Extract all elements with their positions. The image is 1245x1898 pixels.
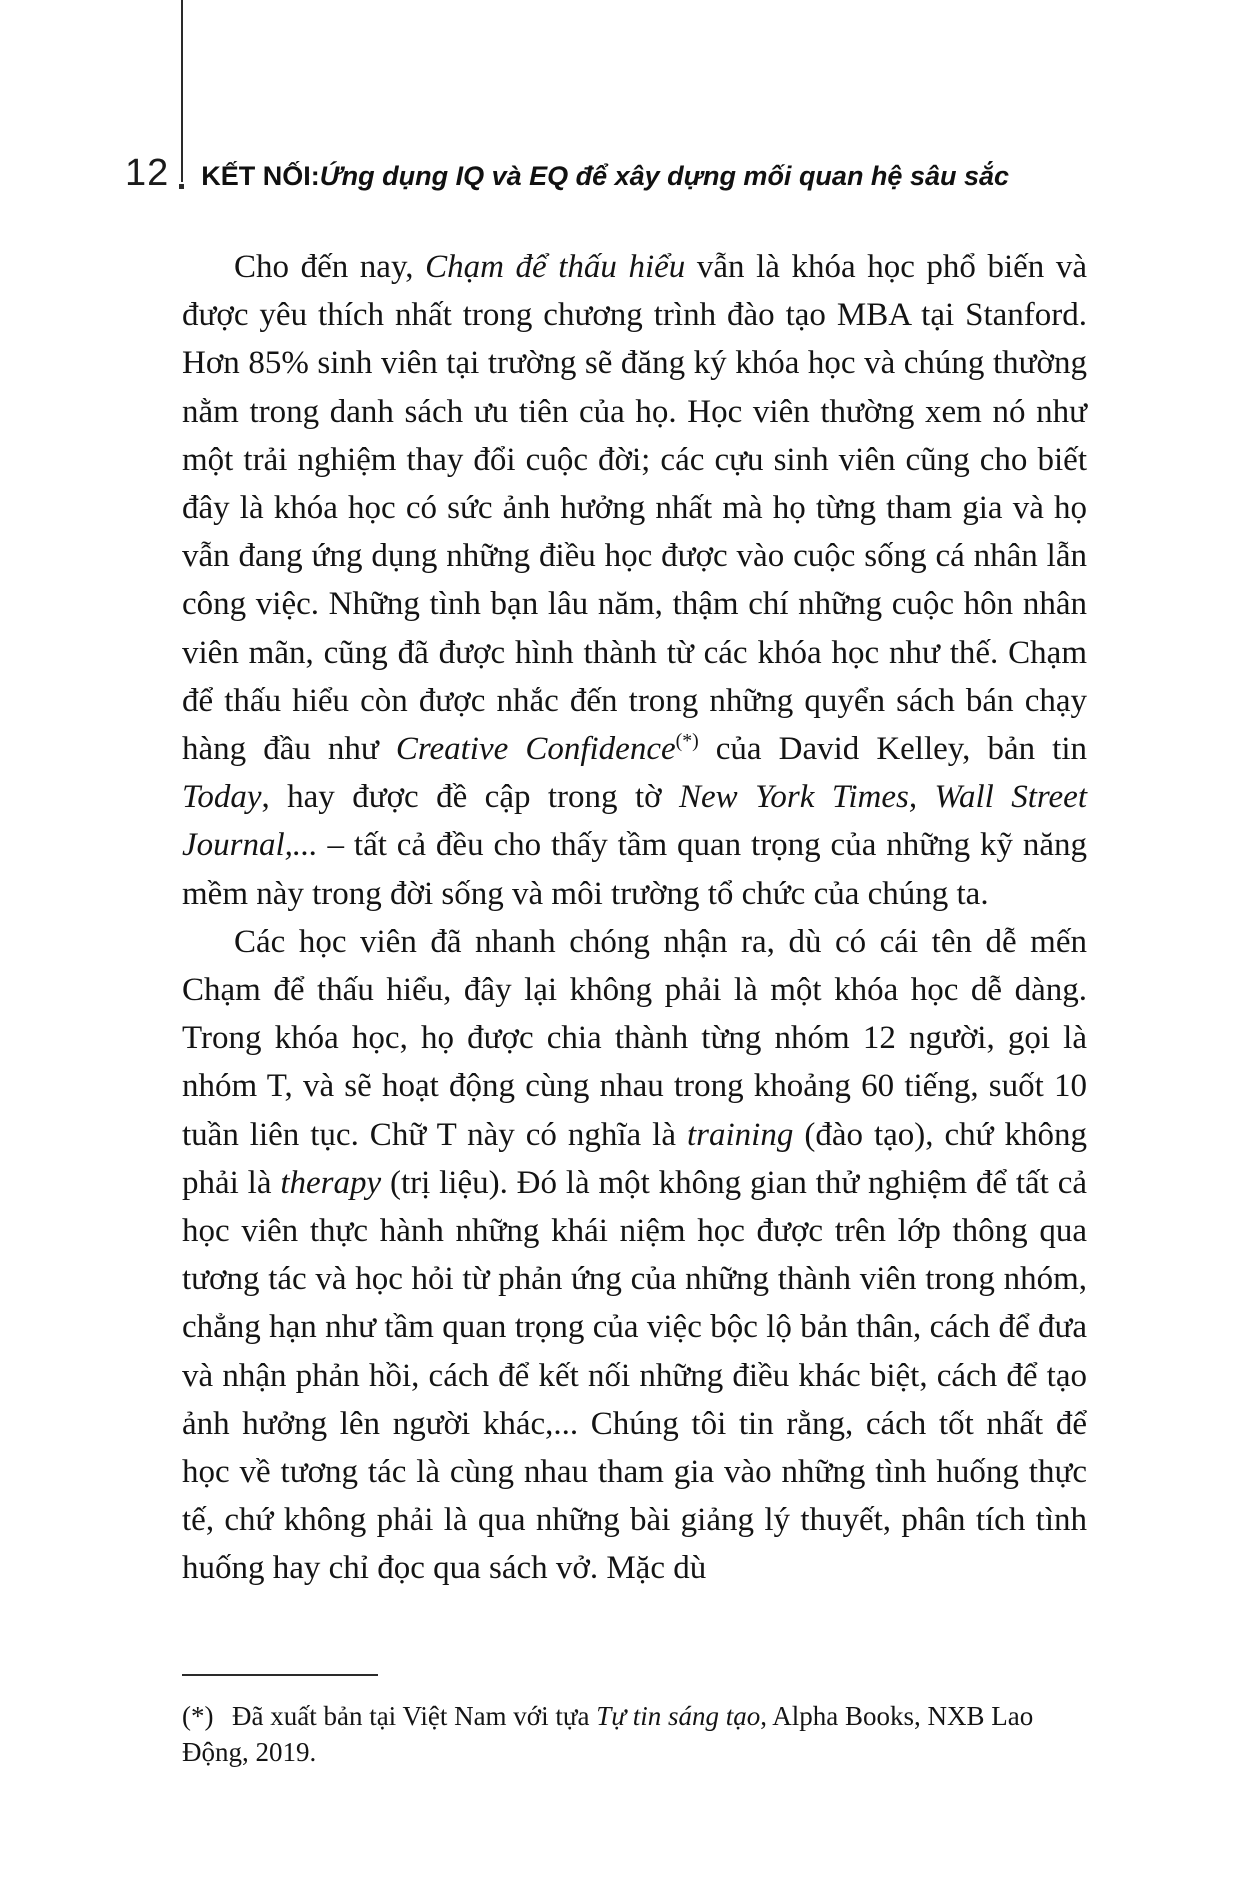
book-title-bold: KẾT NỐI: bbox=[201, 161, 320, 191]
running-header bbox=[125, 152, 1009, 195]
book-title-italic: Ứng dụng IQ và EQ để xây dựng mối quan hệ sâu sắc bbox=[319, 161, 1010, 191]
footnote bbox=[182, 1698, 1092, 1771]
footnote-separator-rule bbox=[182, 1674, 378, 1676]
body-text-block bbox=[182, 243, 1087, 1593]
footnote-marker: (*) bbox=[182, 1701, 214, 1731]
body-paragraph: Các học viên đã nhanh chóng nhận ra, dù có cái tên dễ mến Chạm để thấu hiểu, đây lại không phải là một khóa học dễ dàng. Trong khóa học, họ được chia thành từng nhóm 12 người, gọi là nhóm T, và sẽ hoạt động cùng nhau trong khoảng 60 tiếng, suốt 10 tuần liên tục. Chữ T này có nghĩa là training (đào tạo), chứ không phải là therapy (trị liệu). Đó là một không gian thử nghiệm để tất cả học viên thực hành những khái niệm học được trên lớp thông qua tương tác và học hỏi từ phản ứng của những thành viên trong nhóm, chẳng hạn như tầm quan trọng của việc bộc lộ bản thân, cách để đưa và nhận phản hồi, cách để kết nối những điều khác biệt, cách để tạo ảnh hưởng lên người khác,... Chúng tôi tin rằng, cách tốt nhất để học về tương tác là cùng nhau tham gia vào những tình huống thực tế, chứ không phải là qua những bài giảng lý thuyết, phân tích tình huống hay chỉ đọc qua sách vở. Mặc dù bbox=[182, 923, 1087, 1587]
book-title bbox=[201, 161, 1009, 192]
footnote-text: Đã xuất bản tại Việt Nam với tựa Tự tin sáng tạo, Alpha Books, NXB Lao Động, 2019. bbox=[182, 1701, 1034, 1768]
body-paragraph: Cho đến nay, Chạm để thấu hiểu vẫn là khóa học phổ biến và được yêu thích nhất trong chương trình đào tạo MBA tại Stanford. Hơn 85% sinh viên tại trường sẽ đăng ký khóa học và chúng thường nằm trong danh sách ưu tiên của họ. Học viên thường xem nó như một trải nghiệm thay đổi cuộc đời; các cựu sinh viên cũng cho biết đây là khóa học có sức ảnh hưởng nhất mà họ từng tham gia và họ vẫn đang ứng dụng những điều học được vào cuộc sống cá nhân lẫn công việc. Những tình bạn lâu năm, thậm chí những cuộc hôn nhân viên mãn, cũng đã được hình thành từ các khóa học như thế. Chạm để thấu hiểu còn được nhắc đến trong những quyển sách bán chạy hàng đầu như Creative Confidence(*) của David Kelley, bản tin Today, hay được đề cập trong tờ New York Times, Wall Street Journal,... – tất cả đều cho thấy tầm quan trọng của những kỹ năng mềm này trong đời sống và môi trường tổ chức của chúng ta. bbox=[182, 249, 1088, 912]
page-number: 12 bbox=[125, 152, 170, 194]
